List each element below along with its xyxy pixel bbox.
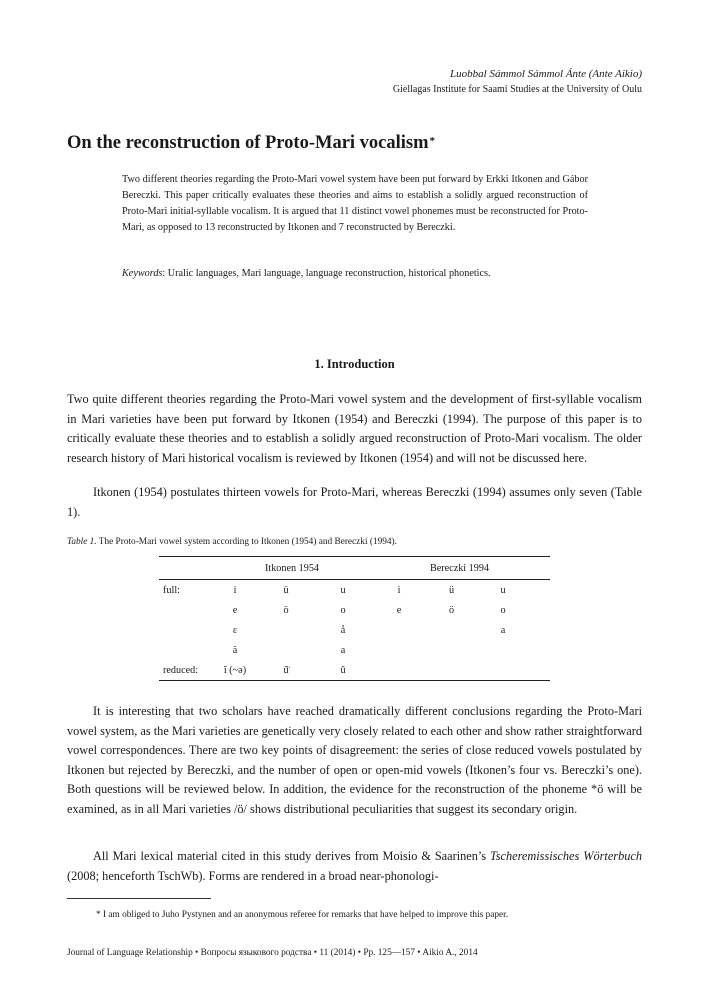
paragraph-4-text-b: (2008; henceforth TschWb). Forms are rendered in a broad near-phonologi-	[67, 868, 439, 883]
vowel-table	[159, 556, 550, 681]
author-affiliation: Giellagas Institute for Saami Studies at the University of Oulu	[392, 84, 642, 95]
table-cell	[369, 640, 429, 660]
section-heading	[0, 355, 709, 373]
table-header-row	[159, 557, 550, 580]
paragraph-1: Two quite different theories regarding the Proto-Mari vowel system and the development of first-syllable vocalism in Mari varieties have been put forward by Itkonen (1954) and Bereczki (1994). The purpose of this paper is to critically evaluate these theories and to establish a solidly argued reconstruction of Proto-Mari vocalism. The older research history of Mari historical vocalism is reviewed by Itkonen (1954) and will not be discussed here.	[67, 392, 642, 465]
table-caption-label: Table 1.	[67, 537, 97, 547]
table-cell: a	[340, 644, 346, 656]
table-cell: u	[500, 584, 506, 596]
paragraph-4-text-a: All Mari lexical material cited in this study derives from Moisio & Saarinen’s	[93, 849, 491, 863]
paragraph-3	[67, 702, 642, 819]
table-cell	[429, 660, 474, 681]
footnote-divider	[67, 898, 211, 899]
footnote: * I am obliged to Juho Pystynen and an anonymous referee for remarks that have helped to improve this paper.	[96, 910, 509, 920]
table-cell: ö	[283, 604, 289, 616]
table-caption	[67, 535, 397, 549]
row-label	[159, 600, 215, 620]
table-cell	[255, 620, 317, 640]
table-cell: u	[340, 584, 346, 596]
table-cell	[369, 620, 429, 640]
row-label	[159, 640, 215, 660]
table-cell: ĭ (~ə)	[215, 660, 255, 681]
table-cell: ŭ	[317, 660, 369, 681]
table-cell: e	[396, 604, 402, 616]
table-row	[159, 660, 550, 681]
paragraph-2	[67, 483, 642, 522]
table-cell: ü	[283, 584, 289, 596]
table-cell	[255, 640, 317, 660]
table-caption-text: The Proto-Mari vowel system according to Itkonen (1954) and Bereczki (1994).	[96, 537, 397, 547]
author-block	[393, 66, 642, 98]
table-cell	[429, 640, 474, 660]
table-cell: i	[397, 584, 401, 596]
paragraph-4	[67, 847, 642, 886]
table-cell: o	[500, 604, 506, 616]
paper-title-text: On the reconstruction of Proto-Mari vocalism	[67, 133, 429, 153]
table-cell: e	[232, 604, 238, 616]
paragraph-3-text: It is interesting that two scholars have reached dramatically different conclusions regarding the Proto-Mari vowel system, as the Mari varieties are genetically very closely related to each other and show rather straightforward vowel correspondences. There are two key points of disagreement: the series of close reduced vowels postulated by Itkonen but rejected by Bereczki, and the number of open or open-mid vowels (Itkonen’s four vs. Bereczki’s one). Both questions will be reviewed below. In addition, the evidence for the reconstruction of the phoneme *ö will be examined, as in all Mari varieties /ö/ shows distributional peculiarities that suggest its secondary origin.	[67, 704, 642, 816]
table-cell	[474, 660, 532, 681]
table-cell: i	[233, 584, 237, 596]
paragraph-2-text: Itkonen (1954) postulates thirteen vowels for Proto-Mari, whereas Bereczki (1994) assumes only seven (Table 1).	[67, 485, 642, 519]
abstract: Two different theories regarding the Proto-Mari vowel system have been put forward by Erkki Itkonen and Gábor Bereczki. This paper critically evaluates these theories and aims to establish a solidly argued reconstruction of Proto-Mari initial-syllable vocalism. It is argued that 11 distinct vowel phonemes must be reconstructed for Proto-Mari, as opposed to 13 reconstructed by Itkonen and 7 reconstructed by Bereczki.	[122, 174, 588, 233]
table-cell: ŭ̈	[255, 660, 317, 681]
keywords-label: Keywords	[122, 268, 163, 279]
row-label	[159, 620, 215, 640]
paragraph-4-italic: Tscheremissisches Wörterbuch	[490, 849, 642, 863]
row-label: full:	[163, 584, 180, 596]
table-row	[159, 600, 550, 620]
table-row	[159, 580, 550, 601]
author-name: Luobbal Sámmol Sámmol Ánte (Ante Aikio)	[450, 68, 642, 80]
section-heading-text: 1. Introduction	[314, 357, 395, 371]
table-cell: å	[340, 624, 346, 636]
table-cell	[474, 640, 532, 660]
table-cell: ö	[448, 604, 455, 616]
keywords	[122, 266, 588, 282]
table-cell: ε	[232, 624, 238, 636]
table-cell	[429, 620, 474, 640]
table-cell: ä	[232, 644, 238, 656]
table-header-itkonen: Itkonen 1954	[215, 557, 369, 580]
table-cell: o	[340, 604, 346, 616]
table-cell: a	[500, 624, 506, 636]
table-header-bereczki: Bereczki 1994	[369, 557, 550, 580]
row-label: reduced:	[159, 660, 215, 681]
table-header-empty	[159, 557, 215, 580]
table-row	[159, 620, 550, 640]
title-footnote-mark[interactable]: *	[429, 135, 436, 147]
table-cell	[369, 660, 429, 681]
table-cell: ü	[448, 584, 455, 596]
journal-footer: Journal of Language Relationship • Вопросы языкового родства • 11 (2014) • Pp. 125—157 • Aikio A., 2014	[67, 948, 478, 958]
table-row	[159, 640, 550, 660]
keywords-text: : Uralic languages, Mari language, language reconstruction, historical phonetics.	[162, 268, 491, 279]
paper-title	[67, 131, 435, 155]
